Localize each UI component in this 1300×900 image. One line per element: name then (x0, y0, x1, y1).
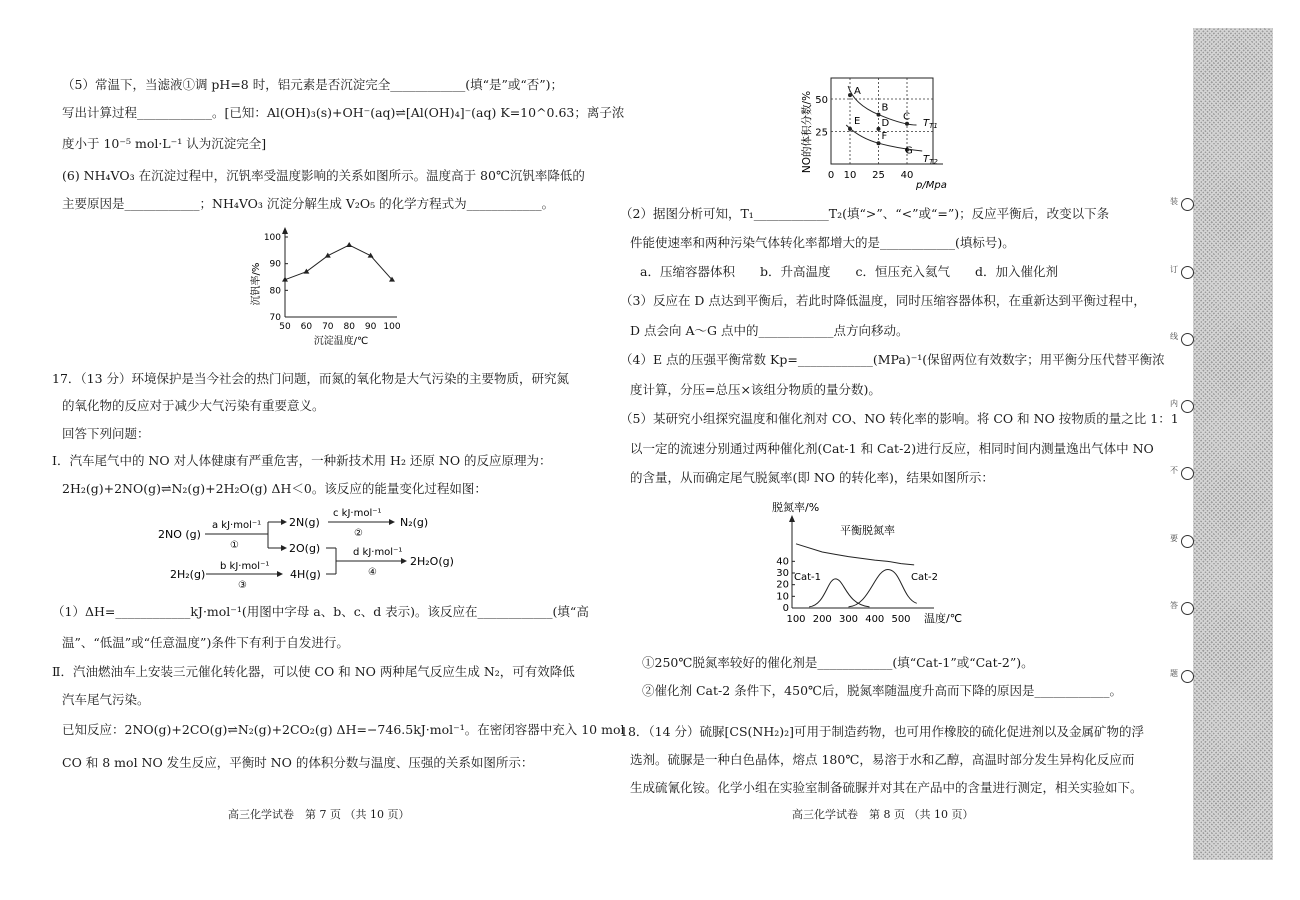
binding-ring (1181, 535, 1194, 548)
no-fraction-point-label-B: B (881, 102, 889, 114)
binding-label: 线 (1170, 332, 1178, 341)
left-footer: 高三化学试卷 第 7 页 （共 10 页） (228, 808, 410, 821)
q17-line1: 17．（13 分）环境保护是当今社会的热门问题，而氮的氧化物是大气污染的主要物质，研究氮 (52, 371, 570, 386)
denitration-xtick-label-4: 500 (891, 614, 911, 625)
denitration-xtick-label-3: 400 (865, 614, 885, 625)
energy-label-step3: ③ (238, 580, 247, 591)
vanadium-xtick-label-0: 50 (279, 322, 291, 332)
vanadium-xtick-label-4: 90 (364, 322, 377, 332)
denitration-ytick-label-1: 10 (776, 591, 789, 603)
no-fraction-point-B (877, 113, 881, 117)
energy-label-step4: ④ (368, 567, 377, 578)
q5-line2: 写出计算过程____________。[已知：Al(OH)₃(s)+OH⁻(aq)⇌[Al(OH)₄]⁻(aq) K=10^0.63；离子浓 (62, 105, 625, 120)
binding-strip (1193, 28, 1273, 860)
denitration-xtick-label-2: 300 (838, 614, 859, 625)
no-fraction-point-label-C: C (903, 111, 910, 123)
binding-label: 答 (1170, 601, 1178, 610)
vanadium-xtick-label-3: 80 (343, 322, 355, 332)
q17-I-line2: 2H₂(g)+2NO(g)⇌N₂(g)+2H₂O(g) ΔH＜0。该反应的能量变化过程如图： (62, 481, 487, 496)
denitration-label-eq: 平衡脱氮率 (840, 524, 895, 537)
right-footer: 高三化学试卷 第 8 页 （共 10 页） (792, 808, 974, 821)
no-fraction-xtick-label-1: 10 (843, 170, 857, 181)
no-fraction-chart (798, 70, 958, 195)
q17-5-sub1: ①250℃脱氮率较好的催化剂是____________(填“Cat-1”或“Cat-2”)。 (642, 655, 1034, 670)
energy-label-d: d kJ·mol⁻¹ (353, 547, 403, 558)
energy-label-c: c kJ·mol⁻¹ (333, 508, 382, 519)
no-fraction-point-D (877, 127, 881, 131)
q17-1-line2: 温”、“低温”或“任意温度”)条件下有利于自发进行。 (62, 635, 349, 650)
binding-label: 要 (1170, 534, 1178, 543)
energy-diagram (150, 502, 470, 592)
q17-1-line1: （1）ΔH=____________kJ·mol⁻¹(用图中字母 a、b、c、d 表示)。该反应在____________(填“高 (52, 604, 589, 619)
energy-label-b: b kJ·mol⁻¹ (220, 561, 270, 572)
denitration-ylabel: 脱氮率/% (772, 501, 820, 514)
vanadium-xlabel: 沉淀温度/℃ (313, 336, 369, 347)
energy-label-2n: 2N(g) (289, 516, 320, 529)
binding-ring (1181, 400, 1194, 413)
no-fraction-xlabel: p/Mpa (916, 180, 947, 191)
no-fraction-xtick-label-0: 0 (827, 170, 835, 181)
q17-II-line3: 已知反应：2NO(g)+2CO(g)⇌N₂(g)+2CO₂(g) ΔH=−746.5kJ·mol⁻¹。在密闭容器中充入 10 mol (62, 722, 625, 737)
vanadium-point-3 (346, 242, 352, 247)
q6-line2: 主要原因是____________；NH₄VO₃ 沉淀分解生成 V₂O₅ 的化学方程式为____________。 (62, 196, 555, 211)
q17-II-line1: Ⅱ．汽油燃油车上安装三元催化转化器，可以使 CO 和 NO 两种尾气反应生成 N₂，可有效降低 (52, 664, 575, 679)
denitration-xtick-label-1: 200 (812, 614, 832, 625)
q17-2-line1: （2）据图分析可知，T₁____________T₂(填“>”、“<”或“=”)；反应平衡后，改变以下条 (620, 206, 1110, 221)
q18-line2: 选剂。硫脲是一种白色晶体，熔点 180℃，易溶于水和乙醇，高温时部分发生异构化反应而 (630, 752, 1135, 767)
vanadium-xtick-label-5: 100 (383, 322, 401, 332)
no-fraction-ytick-label-0: 25 (815, 127, 828, 139)
q17-4-line1: （4）E 点的压强平衡常数 Kp=____________(MPa)⁻¹(保留两位有效数字；用平衡分压代替平衡浓 (620, 352, 1165, 367)
no-fraction-point-label-E: E (854, 115, 861, 127)
no-fraction-xtick-label-2: 25 (872, 170, 885, 181)
q6-line1: (6) NH₄VO₃ 在沉淀过程中，沉钒率受温度影响的关系如图所示。温度高于 80℃沉钒率降低的 (62, 168, 585, 183)
binding-ring (1181, 670, 1194, 683)
vanadium-xtick-label-2: 70 (322, 322, 334, 332)
q17-II-line4: CO 和 8 mol NO 发生反应，平衡时 NO 的体积分数与温度、压强的关系如图所示： (62, 755, 534, 770)
denitration-xlabel: 温度/℃ (924, 612, 963, 625)
q17-2-options: a．压缩容器体积 b．升高温度 c．恒压充入氦气 d．加入催化剂 (640, 264, 1058, 279)
binding-ring (1181, 467, 1194, 480)
q17-5-line3: 的含量，从而确定尾气脱氮率(即 NO 的转化率)，结果如图所示： (630, 470, 994, 485)
vanadium-ytick-label-3: 100 (263, 233, 281, 243)
q18-line1: 18．（14 分）硫脲[CS(NH₂)₂]可用于制造药物，也可用作橡胶的硫化促进剂以及金属矿物的浮 (620, 724, 1145, 739)
q18-line3: 生成硫氰化铵。化学小组在实验室制备硫脲并对其在产品中的含量进行测定，相关实验如下。 (630, 780, 1143, 795)
no-fraction-ytick-label-1: 50 (815, 95, 828, 106)
energy-label-2o: 2O(g) (289, 542, 321, 555)
no-fraction-ylabel: NO的体积分数/% (801, 90, 813, 174)
vanadium-series-line (285, 245, 392, 280)
vanadium-xtick-label-1: 60 (300, 322, 313, 332)
vanadium-ytick-label-2: 90 (269, 259, 281, 270)
q17-5-line1: （5）某研究小组探究温度和催化剂对 CO、NO 转化率的影响。将 CO 和 NO 按物质的量之比 1：1 (620, 411, 1179, 426)
q17-5-sub2: ②催化剂 Cat-2 条件下，450℃后，脱氮率随温度升高而下降的原因是____________。 (642, 683, 1123, 698)
binding-label: 题 (1170, 669, 1178, 678)
binding-label: 装 (1170, 197, 1178, 206)
binding-ring (1181, 198, 1194, 211)
binding-ring (1181, 266, 1194, 279)
no-fraction-point-label-F: F (881, 131, 888, 143)
q17-I-line1: I．汽车尾气中的 NO 对人体健康有严重危害，一种新技术用 H₂ 还原 NO 的反应原理为： (52, 453, 552, 468)
q17-5-line2: 以一定的流速分别通过两种催化剂(Cat-1 和 Cat-2)进行反应，相同时间内测量逸出气体中 NO (630, 441, 1154, 456)
binding-label: 内 (1170, 399, 1178, 408)
denitration-xtick-label-0: 100 (786, 614, 806, 625)
binding-ring (1181, 333, 1194, 346)
vanadium-chart (245, 224, 415, 349)
no-fraction-series-t2-label: $T_{T2}$ (923, 154, 938, 166)
no-fraction-point-E (848, 127, 852, 131)
energy-label-step1: ① (230, 540, 239, 551)
q17-2-line2: 件能使速率和两种污染气体转化率都增大的是____________(填标号)。 (630, 235, 1015, 250)
denitration-chart (764, 494, 984, 632)
energy-label-2h2: 2H₂(g) (170, 568, 206, 581)
no-fraction-series-t1-label: $T_{T1}$ (923, 118, 938, 130)
no-fraction-point-label-D: D (881, 117, 890, 129)
no-fraction-point-F (877, 141, 881, 145)
denitration-series-cat2 (849, 570, 917, 607)
binding-label: 订 (1170, 265, 1178, 274)
denitration-label-cat1: Cat-1 (794, 572, 822, 583)
denitration-ytick-label-0: 0 (782, 603, 789, 614)
vanadium-ytick-label-0: 70 (269, 313, 281, 323)
denitration-series-cat1 (809, 579, 869, 607)
denitration-series-equilibrium (796, 544, 914, 565)
energy-label-4h: 4H(g) (290, 568, 321, 581)
vanadium-ylabel: 沉钒率/% (251, 262, 262, 306)
q5-line3: 度小于 10⁻⁵ mol·L⁻¹ 认为沉淀完全] (62, 136, 267, 151)
q17-3-line2: D 点会向 A～G 点中的____________点方向移动。 (630, 323, 909, 338)
binding-label: 不 (1170, 466, 1178, 475)
energy-label-2h2o: 2H₂O(g) (410, 555, 454, 568)
q17-II-line2: 汽车尾气污染。 (62, 692, 150, 707)
binding-ring (1181, 602, 1194, 615)
denitration-ytick-label-4: 40 (776, 556, 789, 568)
energy-label-step2: ② (354, 528, 363, 539)
q17-line2: 的氧化物的反应对于减少大气污染有重要意义。 (62, 398, 325, 413)
q17-line3: 回答下列问题： (62, 426, 150, 441)
denitration-ytick-label-2: 20 (776, 579, 789, 591)
no-fraction-point-A (848, 93, 852, 97)
energy-label-2no: 2NO (g) (158, 528, 201, 541)
q17-3-line1: （3）反应在 D 点达到平衡后，若此时降低温度，同时压缩容器体积，在重新达到平衡过程中， (620, 293, 1146, 308)
denitration-ytick-label-3: 30 (776, 568, 789, 579)
energy-label-a: a kJ·mol⁻¹ (212, 520, 262, 531)
no-fraction-point-label-A: A (854, 86, 861, 98)
q5-line1: （5）常温下，当滤液①调 pH=8 时，铝元素是否沉淀完全____________(填“是”或“否”)； (62, 77, 564, 92)
vanadium-ytick-label-1: 80 (269, 286, 281, 297)
denitration-label-cat2: Cat-2 (911, 572, 939, 583)
energy-label-n2: N₂(g) (400, 516, 429, 529)
q17-4-line2: 度计算，分压=总压×该组分物质的量分数)。 (630, 382, 881, 397)
no-fraction-point-label-G: G (905, 145, 913, 157)
no-fraction-xtick-label-3: 40 (900, 170, 914, 181)
vanadium-point-1 (303, 269, 309, 274)
